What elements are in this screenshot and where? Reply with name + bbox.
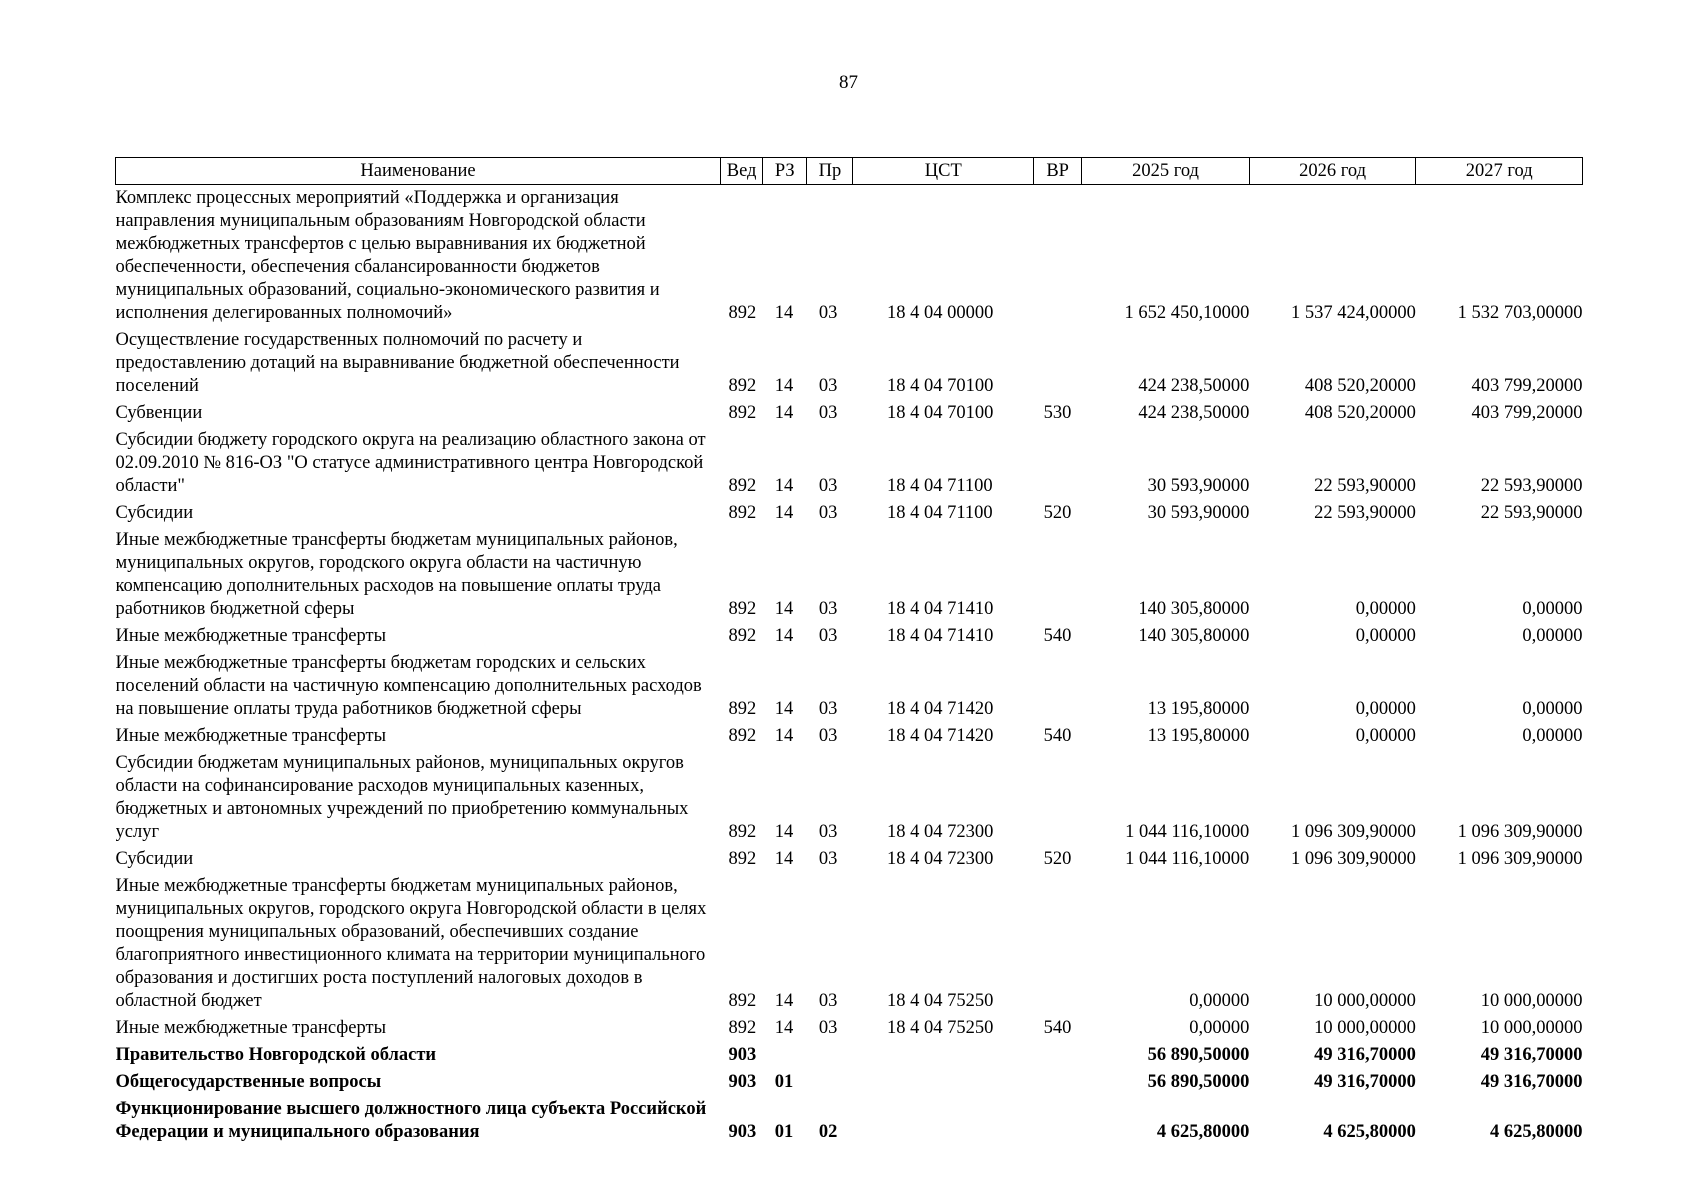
row-name: Иные межбюджетные трансферты <box>115 626 387 646</box>
row-2027: 1 532 703,00000 <box>1457 303 1583 323</box>
row-2027: 49 316,70000 <box>1480 1045 1583 1065</box>
row-name: Субсидии <box>115 849 194 869</box>
row-name: Иные межбюджетные трансферты бюджетам муниципальных районов, муниципальных округов, городского округа области на частичную компенсацию дополнительных расходов на повышение оплаты труда работников бюджетной сферы <box>115 530 678 619</box>
row-rz: 14 <box>774 1018 794 1038</box>
row-pr: 03 <box>818 1018 838 1038</box>
row-2026: 49 316,70000 <box>1314 1045 1416 1065</box>
row-2025: 30 593,90000 <box>1147 476 1250 496</box>
row-ved: 903 <box>728 1122 757 1142</box>
row-rz: 14 <box>774 991 794 1011</box>
header-2027: 2027 год <box>1416 158 1583 185</box>
row-2025: 13 195,80000 <box>1147 726 1250 746</box>
row-2026: 408 520,20000 <box>1304 403 1416 423</box>
row-ved: 892 <box>728 503 757 523</box>
row-vr <box>1034 529 1082 625</box>
row-2025: 1 044 116,10000 <box>1125 822 1250 842</box>
row-2027: 0,00000 <box>1522 626 1583 646</box>
table-header-row <box>116 158 1583 185</box>
table-row <box>116 1044 1583 1071</box>
table-row <box>116 875 1583 1017</box>
row-name: Субвенции <box>115 403 203 423</box>
row-2026: 22 593,90000 <box>1314 476 1416 496</box>
row-ved: 892 <box>728 303 757 323</box>
row-ved: 892 <box>728 626 757 646</box>
row-pr: 03 <box>818 822 838 842</box>
row-ved: 892 <box>728 849 757 869</box>
row-2026: 1 096 309,90000 <box>1291 849 1416 869</box>
row-2027: 49 316,70000 <box>1480 1072 1583 1092</box>
row-2025: 56 890,50000 <box>1147 1072 1250 1092</box>
row-name: Осуществление государственных полномочий по расчету и предоставлению дотаций на выравнивание бюджетной обеспеченности поселений <box>115 330 680 396</box>
row-pr: 03 <box>818 376 838 396</box>
row-name: Функционирование высшего должностного лица субъекта Российской Федерации и муниципального образования <box>115 1099 707 1142</box>
row-2027: 1 096 309,90000 <box>1457 822 1583 842</box>
row-2026: 10 000,00000 <box>1314 991 1416 1011</box>
row-2027: 0,00000 <box>1522 599 1583 619</box>
row-vr <box>1034 185 1082 330</box>
row-2025: 4 625,80000 <box>1156 1122 1250 1142</box>
row-2026: 1 096 309,90000 <box>1291 822 1416 842</box>
row-cst: 18 4 04 71410 <box>886 626 994 646</box>
header-vr: ВР <box>1034 158 1082 185</box>
row-pr <box>807 1044 853 1071</box>
row-pr: 02 <box>818 1122 838 1142</box>
row-2027: 10 000,00000 <box>1480 1018 1583 1038</box>
header-name: Наименование <box>116 158 721 185</box>
row-name: Иные межбюджетные трансферты бюджетам городских и сельских поселений области на частичную компенсацию дополнительных расходов на повышение оплаты труда работников бюджетной сферы <box>115 653 702 719</box>
row-name: Субсидии <box>115 503 194 523</box>
row-2027: 1 096 309,90000 <box>1457 849 1583 869</box>
row-pr: 03 <box>818 403 838 423</box>
row-cst: 18 4 04 72300 <box>886 849 994 869</box>
header-ved: Вед <box>721 158 763 185</box>
row-cst: 18 4 04 71420 <box>886 726 994 746</box>
row-cst: 18 4 04 70100 <box>886 403 994 423</box>
row-cst: 18 4 04 71420 <box>886 699 994 719</box>
table-row <box>116 185 1583 330</box>
row-pr: 03 <box>818 991 838 1011</box>
row-ved: 892 <box>728 699 757 719</box>
row-cst: 18 4 04 75250 <box>886 1018 994 1038</box>
table-row <box>116 429 1583 502</box>
table-row <box>116 652 1583 725</box>
row-vr <box>1034 875 1082 1017</box>
row-2025: 1 652 450,10000 <box>1124 303 1250 323</box>
row-2025: 140 305,80000 <box>1138 626 1250 646</box>
table-row <box>116 1098 1583 1148</box>
row-vr <box>1034 652 1082 725</box>
row-vr: 540 <box>1043 626 1072 646</box>
row-name: Иные межбюджетные трансферты <box>115 726 387 746</box>
row-vr <box>1034 429 1082 502</box>
row-rz: 14 <box>774 849 794 869</box>
row-ved: 903 <box>728 1072 757 1092</box>
row-rz: 01 <box>774 1122 794 1142</box>
row-2027: 22 593,90000 <box>1480 476 1583 496</box>
row-2026: 0,00000 <box>1355 626 1416 646</box>
row-2027: 4 625,80000 <box>1490 1122 1583 1142</box>
row-2025: 0,00000 <box>1189 991 1250 1011</box>
row-2026: 408 520,20000 <box>1304 376 1416 396</box>
row-pr: 03 <box>818 476 838 496</box>
row-ved: 892 <box>728 1018 757 1038</box>
budget-table <box>115 157 1583 1148</box>
table-row <box>116 725 1583 752</box>
row-cst: 18 4 04 71100 <box>886 503 993 523</box>
row-2027: 22 593,90000 <box>1480 503 1583 523</box>
row-pr: 03 <box>818 699 838 719</box>
row-2025: 424 238,50000 <box>1138 403 1250 423</box>
row-rz: 14 <box>774 303 794 323</box>
row-rz: 14 <box>774 403 794 423</box>
row-name: Субсидии бюджету городского округа на реализацию областного закона от 02.09.2010 № 816-ОЗ "О статусе административного центра Новгородской области" <box>115 430 706 496</box>
row-2026: 10 000,00000 <box>1314 1018 1416 1038</box>
row-pr: 03 <box>818 626 838 646</box>
row-name: Иные межбюджетные трансферты <box>115 1018 387 1038</box>
row-2025: 1 044 116,10000 <box>1125 849 1250 869</box>
row-rz: 01 <box>774 1072 794 1092</box>
header-cst: ЦСТ <box>853 158 1034 185</box>
row-name: Иные межбюджетные трансферты бюджетам муниципальных районов, муниципальных округов, городского округа Новгородской области в целях поощрения муниципальных образований, обеспечивших создание благоприятного инвестиционного климата на территории муниципального образования и достигших роста поступлений налоговых доходов в областной бюджет <box>115 876 707 1011</box>
row-2026: 1 537 424,00000 <box>1291 303 1416 323</box>
row-pr: 03 <box>818 503 838 523</box>
row-2026: 0,00000 <box>1355 599 1416 619</box>
row-cst: 18 4 04 71410 <box>886 599 994 619</box>
row-cst: 18 4 04 72300 <box>886 822 994 842</box>
row-2026: 22 593,90000 <box>1314 503 1416 523</box>
table-row <box>116 625 1583 652</box>
table-row <box>116 502 1583 529</box>
row-ved: 892 <box>728 822 757 842</box>
row-rz: 14 <box>774 822 794 842</box>
row-2025: 30 593,90000 <box>1147 503 1250 523</box>
header-2026: 2026 год <box>1249 158 1416 185</box>
row-rz: 14 <box>774 726 794 746</box>
row-rz <box>763 1044 807 1071</box>
row-pr: 03 <box>818 726 838 746</box>
row-vr: 540 <box>1043 726 1072 746</box>
header-rz: РЗ <box>763 158 807 185</box>
row-ved: 892 <box>728 991 757 1011</box>
table-row <box>116 529 1583 625</box>
table-row <box>116 752 1583 848</box>
row-cst: 18 4 04 71100 <box>886 476 993 496</box>
row-ved: 903 <box>728 1045 757 1065</box>
row-vr <box>1034 329 1082 402</box>
table-row <box>116 402 1583 429</box>
table-row <box>116 1071 1583 1098</box>
row-rz: 14 <box>774 599 794 619</box>
row-name: Правительство Новгородской области <box>115 1045 437 1065</box>
row-2025: 140 305,80000 <box>1138 599 1250 619</box>
row-2026: 0,00000 <box>1355 726 1416 746</box>
table-row <box>116 329 1583 402</box>
row-pr: 03 <box>818 599 838 619</box>
row-pr: 03 <box>818 303 838 323</box>
row-rz: 14 <box>774 699 794 719</box>
row-rz: 14 <box>774 376 794 396</box>
row-ved: 892 <box>728 726 757 746</box>
row-pr: 03 <box>818 849 838 869</box>
row-rz: 14 <box>774 503 794 523</box>
page-number: 87 <box>839 72 858 93</box>
row-ved: 892 <box>728 403 757 423</box>
row-2026: 4 625,80000 <box>1323 1122 1416 1142</box>
row-2027: 10 000,00000 <box>1480 991 1583 1011</box>
row-vr <box>1034 1098 1082 1148</box>
row-cst: 18 4 04 70100 <box>886 376 994 396</box>
row-2027: 0,00000 <box>1522 699 1583 719</box>
row-vr <box>1034 752 1082 848</box>
row-2027: 0,00000 <box>1522 726 1583 746</box>
row-ved: 892 <box>728 476 757 496</box>
row-vr <box>1034 1044 1082 1071</box>
row-2026: 0,00000 <box>1355 699 1416 719</box>
row-cst <box>853 1071 1034 1098</box>
row-2025: 424 238,50000 <box>1138 376 1250 396</box>
row-pr <box>807 1071 853 1098</box>
row-ved: 892 <box>728 599 757 619</box>
row-cst: 18 4 04 75250 <box>886 991 994 1011</box>
table-row <box>116 1017 1583 1044</box>
row-2026: 49 316,70000 <box>1314 1072 1416 1092</box>
row-2025: 0,00000 <box>1189 1018 1250 1038</box>
row-cst <box>853 1098 1034 1148</box>
row-vr: 520 <box>1043 849 1072 869</box>
header-2025: 2025 год <box>1082 158 1250 185</box>
row-2027: 403 799,20000 <box>1471 376 1583 396</box>
row-name: Общегосударственные вопросы <box>115 1072 382 1092</box>
row-vr: 520 <box>1043 503 1072 523</box>
row-2025: 13 195,80000 <box>1147 699 1250 719</box>
row-ved: 892 <box>728 376 757 396</box>
row-name: Комплекс процессных мероприятий «Поддержка и организация направления муниципальным образованиям Новгородской области межбюджетных трансфертов с целью выравнивания их бюджетной обеспеченности, обеспечения сбалансированности бюджетов муниципальных образований, социально-экономического развития и исполнения делегированных полномочий» <box>115 188 660 323</box>
row-2025: 56 890,50000 <box>1147 1045 1250 1065</box>
header-pr: Пр <box>807 158 853 185</box>
row-rz: 14 <box>774 626 794 646</box>
row-rz: 14 <box>774 476 794 496</box>
row-2027: 403 799,20000 <box>1471 403 1583 423</box>
row-vr: 530 <box>1043 403 1072 423</box>
row-cst: 18 4 04 00000 <box>886 303 994 323</box>
table-body <box>116 185 1583 1149</box>
row-vr <box>1034 1071 1082 1098</box>
row-cst <box>853 1044 1034 1071</box>
row-name: Субсидии бюджетам муниципальных районов, муниципальных округов области на софинансирование расходов муниципальных казенных, бюджетных и автономных учреждений по приобретению коммунальных услуг <box>115 753 689 842</box>
row-vr: 540 <box>1043 1018 1072 1038</box>
table-row <box>116 848 1583 875</box>
